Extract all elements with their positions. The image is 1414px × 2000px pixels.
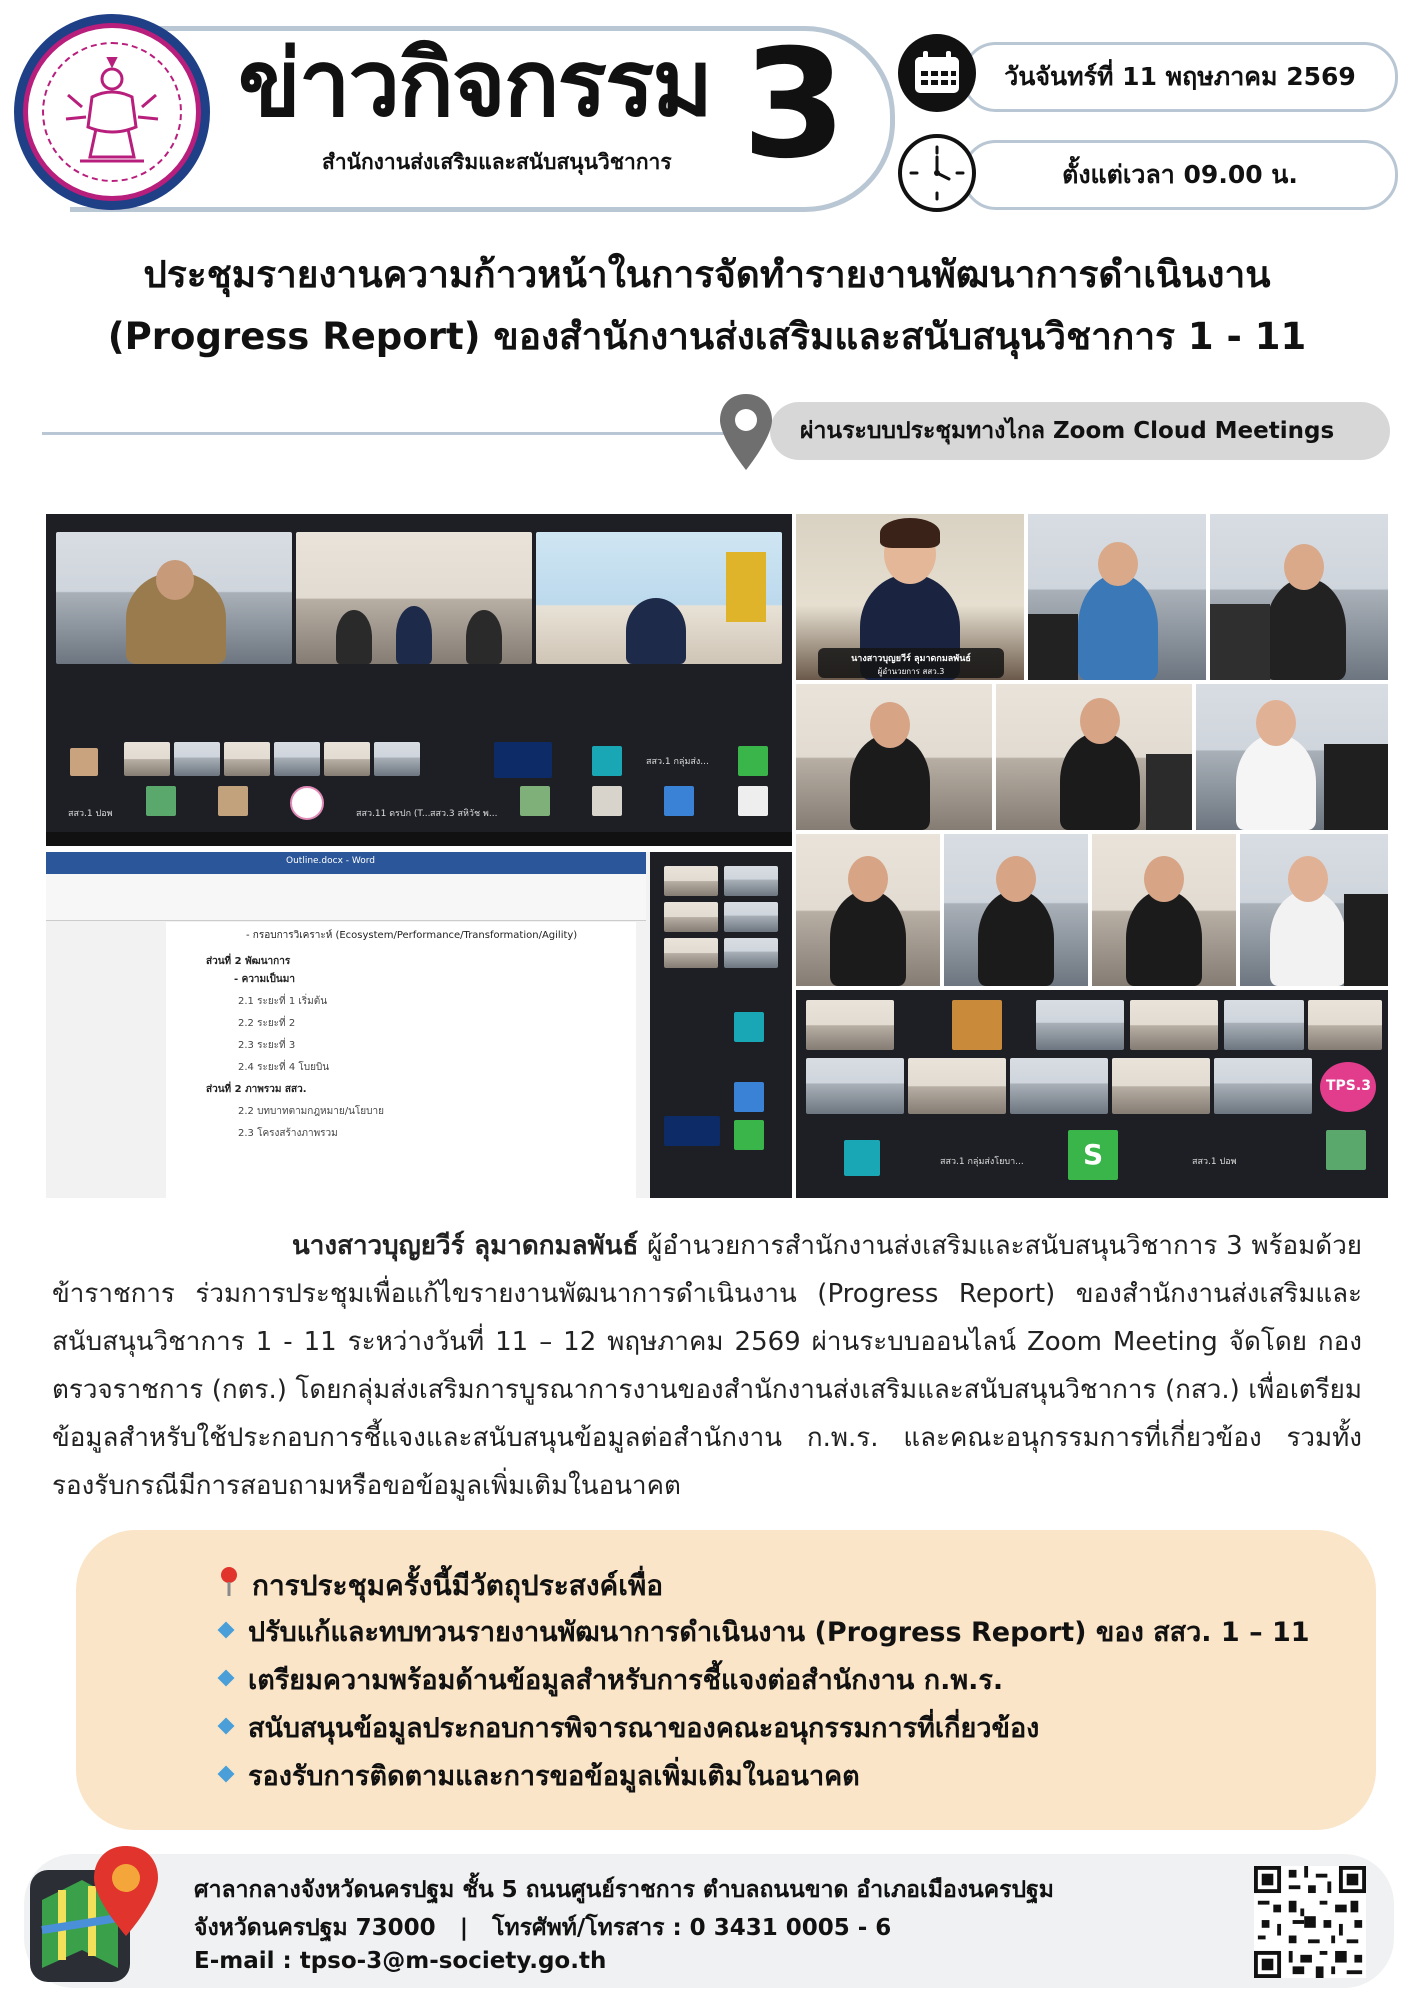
newsletter-title: ข่าวกิจกรรม <box>238 30 711 137</box>
headline-line-1: ประชุมรายงานความก้าวหน้าในการจัดทำรายงานพัฒนาการดำเนินงาน <box>143 253 1271 296</box>
zoom-label-1: สสว.1 ปอพ <box>68 809 113 819</box>
body-lead-name: นางสาวบุญยวีร์ ลุมาดกมลพันธ์ <box>292 1231 639 1261</box>
photo-staff-4 <box>996 684 1192 830</box>
body-rest: ผู้อำนวยการสำนักงานส่งเสริมและสนับสนุนวิชาการ 3 พร้อมด้วยข้าราชการ ร่วมการประชุมเพื่อแก้ไขรายงานพัฒนาการดำเนินงาน (Progress Report) ของสำนักงานส่งเสริมและสนับสนุนวิชาการ 1 - 11 ระหว่างวันที่ 11 – 12 พฤษภาคม 2569 ผ่านระบบออนไลน์ Zoom Meeting จัดโดย กองตรวจราชการ (กตร.) โดยกลุ่มส่งเสริมการบูรณาการงานของสำนักงานส่งเสริมและสนับสนุนวิชาการ (กสว.) เพื่อเตรียมข้อมูลสำหรับใช้ประกอบการชี้แจงและสนับสนุนข้อมูลต่อสำนักงาน ก.พ.ร. และคณะอนุกรรมการที่เกี่ยวข้อง รวมทั้งรองรับกรณีมีการสอบถามหรือขอข้อมูลเพิ่มเติมในอนาคต <box>52 1231 1363 1501</box>
zoom-label-5: สสว.1 กลุ่มส่งโยบา... <box>940 1157 1024 1167</box>
photo-staff-3 <box>796 684 992 830</box>
objective-item-2: เตรียมความพร้อมด้านข้อมูลสำหรับการชี้แจงต่อสำนักงาน ก.พ.ร. <box>248 1665 1004 1696</box>
footer-postal: จังหวัดนครปฐม 73000 <box>194 1915 436 1941</box>
time-box <box>962 140 1398 210</box>
doc-line-4: 2.2 ระยะที่ 2 <box>238 1018 296 1029</box>
doc-line-7: ส่วนที่ 2 ภาพรวม สสว. <box>206 1084 307 1095</box>
footer-address: ศาลากลางจังหวัดนครปฐม ชั้น 5 ถนนศูนย์ราชการ ตำบลถนนขาด อำเภอเมืองนครปฐม <box>194 1877 1054 1903</box>
headline-line-2: (Progress Report) ของสำนักงานส่งเสริมและสนับสนุนวิชาการ 1 - 11 <box>107 315 1307 358</box>
map-app-icon <box>22 1840 172 1990</box>
location-pill <box>770 402 1390 460</box>
zoom-label-6: สสว.1 ปอพ <box>1192 1157 1237 1167</box>
photo-staff-8 <box>1092 834 1236 986</box>
zoom-label-3: สสว.3 สหิวัช พ... <box>430 809 498 819</box>
photo-staff-2 <box>1210 514 1388 680</box>
objective-item-4: รองรับการติดตามและการขอข้อมูลเพิ่มเติมในอนาคต <box>248 1761 860 1792</box>
photo-staff-5 <box>1196 684 1388 830</box>
photo-zoom-gallery <box>46 514 792 846</box>
office-subtitle: สำนักงานส่งเสริมและสนับสนุนวิชาการ <box>322 150 672 174</box>
photo-staff-9 <box>1240 834 1388 986</box>
location-text: ผ่านระบบประชุมทางไกล Zoom Cloud Meetings <box>800 418 1335 444</box>
footer-contact <box>194 1910 891 1946</box>
doc-line-5: 2.3 ระยะที่ 3 <box>238 1040 296 1051</box>
doc-line-3: 2.1 ระยะที่ 1 เริ่มต้น <box>238 996 328 1007</box>
office-number: 3 <box>742 18 847 192</box>
clock-icon <box>898 134 976 212</box>
pushpin-icon <box>218 1566 240 1596</box>
tps-badge: TPS.3 <box>1326 1078 1371 1094</box>
photo-word-document <box>46 852 792 1198</box>
photo-staff-7 <box>944 834 1088 986</box>
footer-email: E-mail : tpso-3@m-society.go.th <box>194 1948 607 1974</box>
footer-separator: | <box>459 1915 469 1941</box>
director-caption-name: นางสาวบุญยวีร์ ลุมาดกมลพันธ์ <box>851 654 971 664</box>
photo-zoom-gallery-2 <box>796 990 1388 1198</box>
zoom-label-2: สสว.11 ดรปก (T... <box>356 809 431 819</box>
doc-line-2: - ความเป็นมา <box>234 974 295 985</box>
s-badge: S <box>1083 1138 1104 1171</box>
doc-line-9: 2.3 โครงสร้างภาพรวม <box>238 1128 338 1139</box>
objective-item-1: ปรับแก้และทบทวนรายงานพัฒนาการดำเนินงาน (Progress Report) ของ สสว. 1 – 11 <box>248 1617 1310 1648</box>
doc-line-6: 2.4 ระยะที่ 4 โบยบิน <box>238 1062 330 1073</box>
divider-line <box>42 432 742 435</box>
calendar-icon <box>898 34 976 112</box>
doc-line-1: ส่วนที่ 2 พัฒนาการ <box>206 956 291 967</box>
doc-line-0: - กรอบการวิเคราะห์ (Ecosystem/Performance/Transformation/Agility) <box>246 930 578 941</box>
zoom-label-4: สสว.1 กลุ่มส่ง... <box>646 757 709 767</box>
date-text: วันจันทร์ที่ 11 พฤษภาคม 2569 <box>1004 62 1356 91</box>
qr-code[interactable] <box>1254 1866 1366 1978</box>
photo-staff-6 <box>796 834 940 986</box>
date-box <box>962 42 1398 112</box>
objective-item-3: สนับสนุนข้อมูลประกอบการพิจารณาของคณะอนุกรรมการที่เกี่ยวข้อง <box>248 1713 1040 1744</box>
photo-director <box>796 514 1024 680</box>
photo-staff-1 <box>1028 514 1206 680</box>
director-caption-role: ผู้อำนวยการ สสว.3 <box>877 667 945 676</box>
body-paragraph <box>52 1222 1362 1510</box>
emblem-logo <box>14 14 210 210</box>
objectives-title: การประชุมครั้งนี้มีวัตถุประสงค์เพื่อ <box>252 1569 664 1602</box>
word-window-title: Outline.docx - Word <box>286 856 376 866</box>
map-pin-icon <box>716 392 776 472</box>
doc-line-8: 2.2 บทบาทตามกฎหมาย/นโยบาย <box>238 1106 384 1117</box>
time-text: ตั้งแต่เวลา 09.00 น. <box>1062 160 1298 189</box>
footer-phone: โทรศัพท์/โทรสาร : 0 3431 0005 - 6 <box>492 1915 892 1941</box>
